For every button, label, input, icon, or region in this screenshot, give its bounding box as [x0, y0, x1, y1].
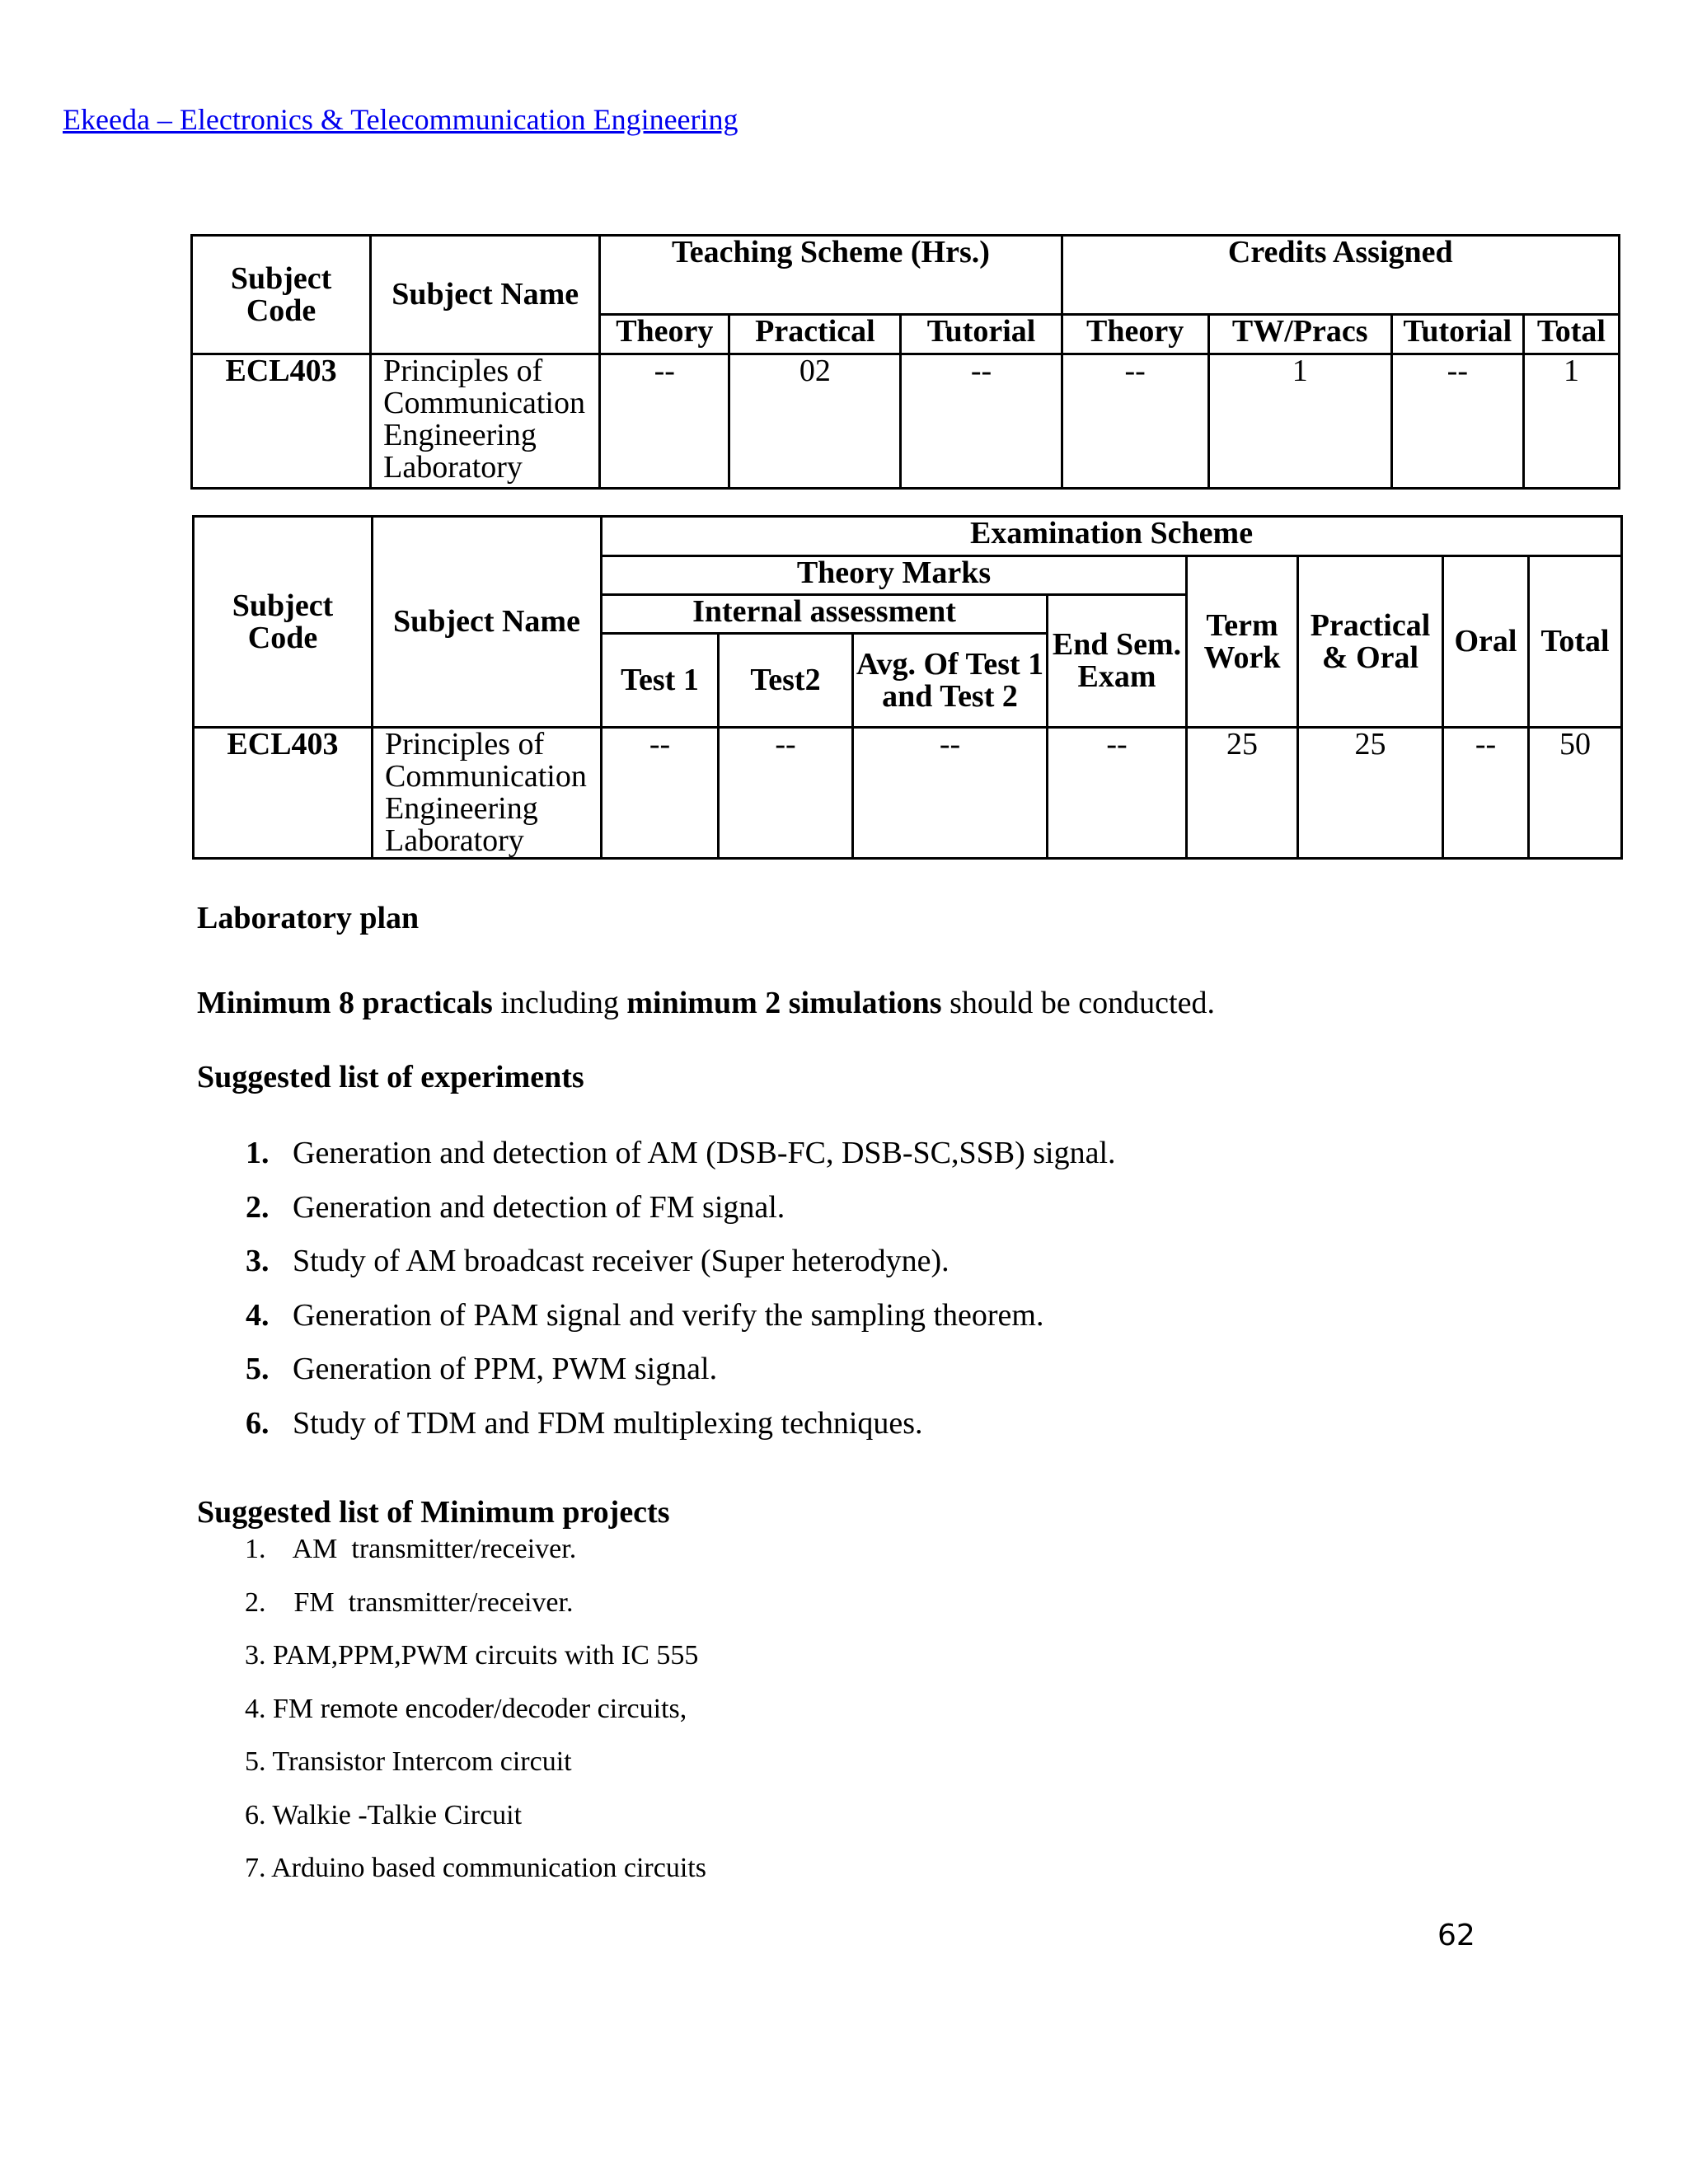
projects-list — [245, 1533, 706, 1905]
cell-credit-tutorial: -- — [1391, 354, 1523, 489]
th-credits-assigned: Credits Assigned — [1062, 236, 1619, 315]
cell-tutorial: -- — [901, 354, 1062, 489]
name-line: Principles of — [383, 354, 543, 388]
cell-test1: -- — [602, 728, 719, 859]
th-internal-assessment: Internal assessment — [602, 595, 1048, 634]
th-credit-tutorial: Tutorial — [1391, 315, 1523, 354]
cell-practical: 02 — [729, 354, 901, 489]
list-item: 3. PAM,PPM,PWM circuits with IC 555 — [245, 1640, 699, 1671]
min-simulations: minimum 2 simulations — [626, 986, 942, 1020]
th-subject-code: Subject Code — [192, 236, 371, 354]
list-item — [197, 1404, 1116, 1458]
list-item — [197, 1133, 1116, 1188]
lab-plan-paragraph — [197, 985, 1215, 1021]
name-line: Engineering — [385, 791, 538, 826]
th-avg-test: Avg. Of Test 1 and Test 2 — [853, 634, 1048, 728]
th-test1: Test 1 — [602, 634, 719, 728]
th-subject-code: Subject Code — [194, 517, 373, 728]
list-item — [197, 1296, 1116, 1350]
header-link[interactable]: Ekeeda – Electronics & Telecommunication Engineering — [63, 103, 738, 136]
cell-end-sem: -- — [1048, 728, 1187, 859]
tail-text: should be conducted. — [941, 986, 1215, 1020]
item-text: Study of TDM and FDM multiplexing techniques. — [293, 1405, 923, 1441]
examination-scheme-table — [192, 515, 1623, 860]
name-line: Communication — [385, 759, 587, 794]
item-number: 2. — [246, 1189, 270, 1225]
projects-heading: Suggested list of Minimum projects — [197, 1495, 670, 1530]
page-number: 62 — [1437, 1919, 1475, 1952]
th-tutorial: Tutorial — [901, 315, 1062, 354]
th-practical-oral: Practical & Oral — [1298, 556, 1443, 728]
name-line: Engineering — [383, 418, 537, 452]
th-test2: Test2 — [719, 634, 853, 728]
th-subject-name: Subject Name — [371, 236, 600, 354]
teaching-scheme-table — [190, 234, 1620, 490]
list-item: 1. AM transmitter/receiver. — [245, 1534, 577, 1564]
min-practicals: Minimum 8 practicals — [197, 986, 493, 1020]
th-teaching-scheme: Teaching Scheme (Hrs.) — [600, 236, 1062, 315]
including-text: including — [492, 986, 627, 1020]
cell-practical-oral: 25 — [1298, 728, 1443, 859]
cell-tw-pracs: 1 — [1208, 354, 1391, 489]
cell-subject-code: ECL403 — [192, 354, 371, 489]
th-theory-marks: Theory Marks — [602, 556, 1187, 595]
list-item — [197, 1349, 1116, 1404]
item-number: 3. — [246, 1244, 270, 1278]
experiments-list — [197, 1133, 1116, 1457]
cell-avg-test: -- — [853, 728, 1048, 859]
cell-total: 50 — [1529, 728, 1622, 859]
th-practical: Practical — [729, 315, 901, 354]
lab-plan-heading: Laboratory plan — [197, 901, 420, 935]
cell-subject-name — [371, 354, 600, 489]
item-text: Generation of PAM signal and verify the sampling theorem. — [293, 1297, 1044, 1333]
cell-credit-total: 1 — [1523, 354, 1619, 489]
cell-credit-theory: -- — [1062, 354, 1208, 489]
item-number: 4. — [246, 1297, 270, 1333]
item-text: Generation and detection of FM signal. — [293, 1189, 785, 1225]
th-theory: Theory — [600, 315, 729, 354]
th-credit-total: Total — [1523, 315, 1619, 354]
th-end-sem-exam: End Sem. Exam — [1048, 595, 1187, 728]
list-item: 2. FM transmitter/receiver. — [245, 1586, 574, 1618]
th-credit-theory: Theory — [1062, 315, 1208, 354]
name-line: Principles of — [385, 727, 545, 762]
list-item: 4. FM remote encoder/decoder circuits, — [245, 1693, 687, 1724]
list-item: 7. Arduino based communication circuits — [245, 1853, 706, 1883]
th-oral: Oral — [1443, 556, 1529, 728]
th-tw-pracs: TW/Pracs — [1208, 315, 1391, 354]
experiments-heading: Suggested list of experiments — [197, 1060, 584, 1094]
name-line: Laboratory — [383, 450, 523, 485]
name-line: Laboratory — [385, 823, 524, 858]
list-item — [197, 1241, 1116, 1296]
item-text: Generation and detection of AM (DSB-FC, DSB-SC,SSB) signal. — [293, 1136, 1116, 1170]
th-subject-name: Subject Name — [373, 517, 602, 728]
th-term-work: Term Work — [1187, 556, 1298, 728]
item-text: Study of AM broadcast receiver (Super heterodyne). — [293, 1244, 950, 1278]
cell-theory: -- — [600, 354, 729, 489]
list-item: 6. Walkie -Talkie Circuit — [245, 1799, 523, 1830]
list-item — [197, 1188, 1116, 1242]
item-number: 6. — [246, 1405, 270, 1441]
cell-test2: -- — [719, 728, 853, 859]
item-number: 1. — [246, 1136, 270, 1170]
th-total: Total — [1529, 556, 1622, 728]
item-text: Generation of PPM, PWM signal. — [293, 1352, 718, 1386]
cell-subject-code: ECL403 — [194, 728, 373, 859]
th-examination-scheme: Examination Scheme — [602, 517, 1622, 556]
item-number: 5. — [246, 1352, 270, 1386]
name-line: Communication — [383, 386, 585, 420]
cell-term-work: 25 — [1187, 728, 1298, 859]
cell-oral: -- — [1443, 728, 1529, 859]
list-item: 5. Transistor Intercom circuit — [245, 1746, 572, 1777]
cell-subject-name — [373, 728, 602, 859]
